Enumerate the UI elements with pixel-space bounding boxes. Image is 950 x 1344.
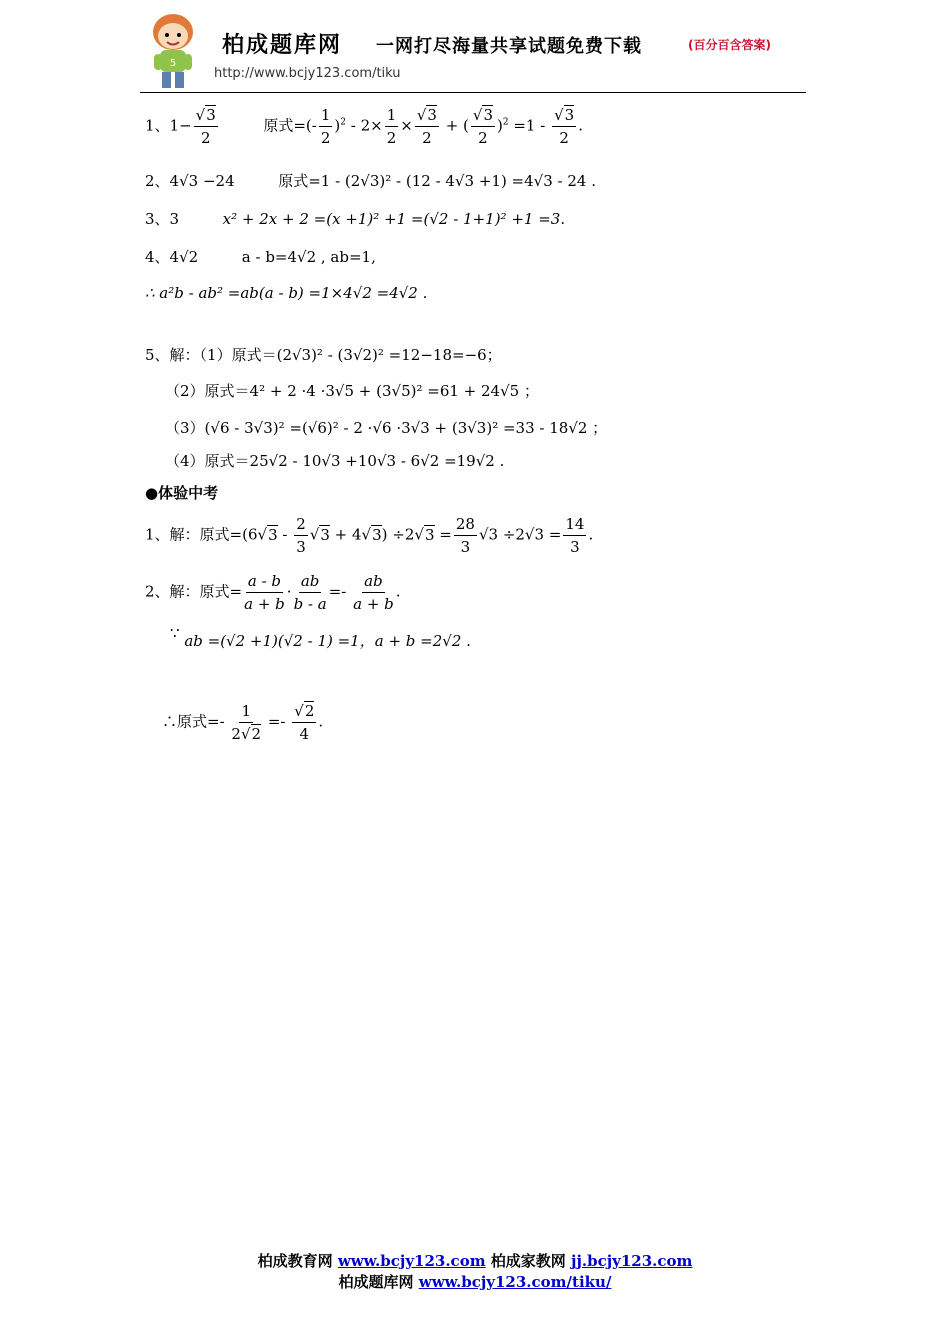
exam-2-ab: ab =(√2 +1)(√2 - 1) =1，a + b =2√2 . [184,632,471,650]
svg-text:5: 5 [169,58,177,69]
because-symbol: ∵ [170,624,180,642]
section-heading: ●体验中考 [145,484,219,502]
answer-1-text: 原式= [263,116,306,135]
answer-3-text: x² + 2x + 2 =(x +1)² +1 =(√2 - 1+1)² +1 =3. [222,210,566,228]
exam-2-label: 2、解：原式= [145,582,243,601]
answer-5-part-2: （2）原式＝4² + 2 ·4 ·3√5 + (3√5)² =61 + 24√5 ； [165,382,539,400]
answer-2-text: 原式=1 - (2√3)² - (12 - 4√3 +1) =4√3 - 24 . [278,172,597,190]
page-header [140,8,806,94]
exam-2: 2、解：原式= $\frac{a - b}{a + b}$ · $\frac{ab}{b - a}$ =- $\frac{ab}{a + b}$ . [145,572,401,613]
mascot-logo-icon [140,10,206,92]
header-url: http://www.bcjy123.com/tiku [214,66,401,81]
answer-2-label: 2、4√3 −24 [145,172,235,190]
answer-4-conclusion: ∴ a²b - ab² =ab(a - b) =1×4√2 =4√2 . [145,284,428,302]
exam-2-because [170,624,471,651]
footer-line-1: 柏成教育网 www.bcjy123.com 柏成家教网 jj.bcjy123.com [257,1252,693,1270]
page-footer [0,1250,950,1292]
answer-badge: (百分百含答案) [688,38,771,52]
header-divider [140,92,806,93]
footer-link-tiku[interactable]: www.bcjy123.com/tiku/ [418,1273,612,1291]
exam-1-label: 1、解：原式= [145,525,243,544]
answer-1: 1、1− $\frac{√3}{2}$ 原式=(- $\frac{1}{2}$ )$^2$ - 2× $\frac{1}{2}$ × $\frac{√3}{2}$ + ( $\frac{√3}{2}$ )$^2$ =1 - $\frac{√3}{2}$ . [145,106,583,147]
answer-4 [145,246,376,267]
exam-2-result: ∴原式=- $\frac{1}{2√2}$ =- $\frac{√2}{4}$ . [162,702,324,743]
answer-3-label: 3、3 [145,210,180,228]
answer-5-part-4: （4）原式＝25√2 - 10√3 +10√3 - 6√2 =19√2 . [165,452,505,470]
answer-2 [145,170,596,191]
exam-1: 1、解：原式=(6√3 - $\frac{2}{3}$ √3 + 4√3) ÷2√3 = $\frac{28}{3}$ √3 ÷2√3 = $\frac{14}{3}$ . [145,515,594,556]
footer-line-2: 柏成题库网 www.bcjy123.com/tiku/ [338,1273,612,1291]
answer-4-label: 4、4√2 [145,248,199,266]
exam-1-end: √3 ÷2√3 = [478,525,562,544]
brand-slogan: 一网打尽海量共享试题免费下载 [376,36,642,57]
brand-title: 柏成题库网 [222,32,343,58]
answer-5-head: 5、解：（1）原式＝(2√3)² - (3√2)² =12−18=−6； [145,346,502,364]
answer-3 [145,208,565,229]
footer-link-jj[interactable]: jj.bcjy123.com [571,1252,693,1270]
answer-4-text: a - b=4√2 , ab=1, [241,248,376,266]
footer-link-main[interactable]: www.bcjy123.com [337,1252,486,1270]
answer-1-label: 1、1− [145,116,192,135]
exam-2-therefore: ∴原式= [162,712,220,731]
answer-5-part-3: （3）(√6 - 3√3)² =(√6)² - 2 ·√6 ·3√3 + (3√3)² =33 - 18√2 ； [165,419,608,437]
